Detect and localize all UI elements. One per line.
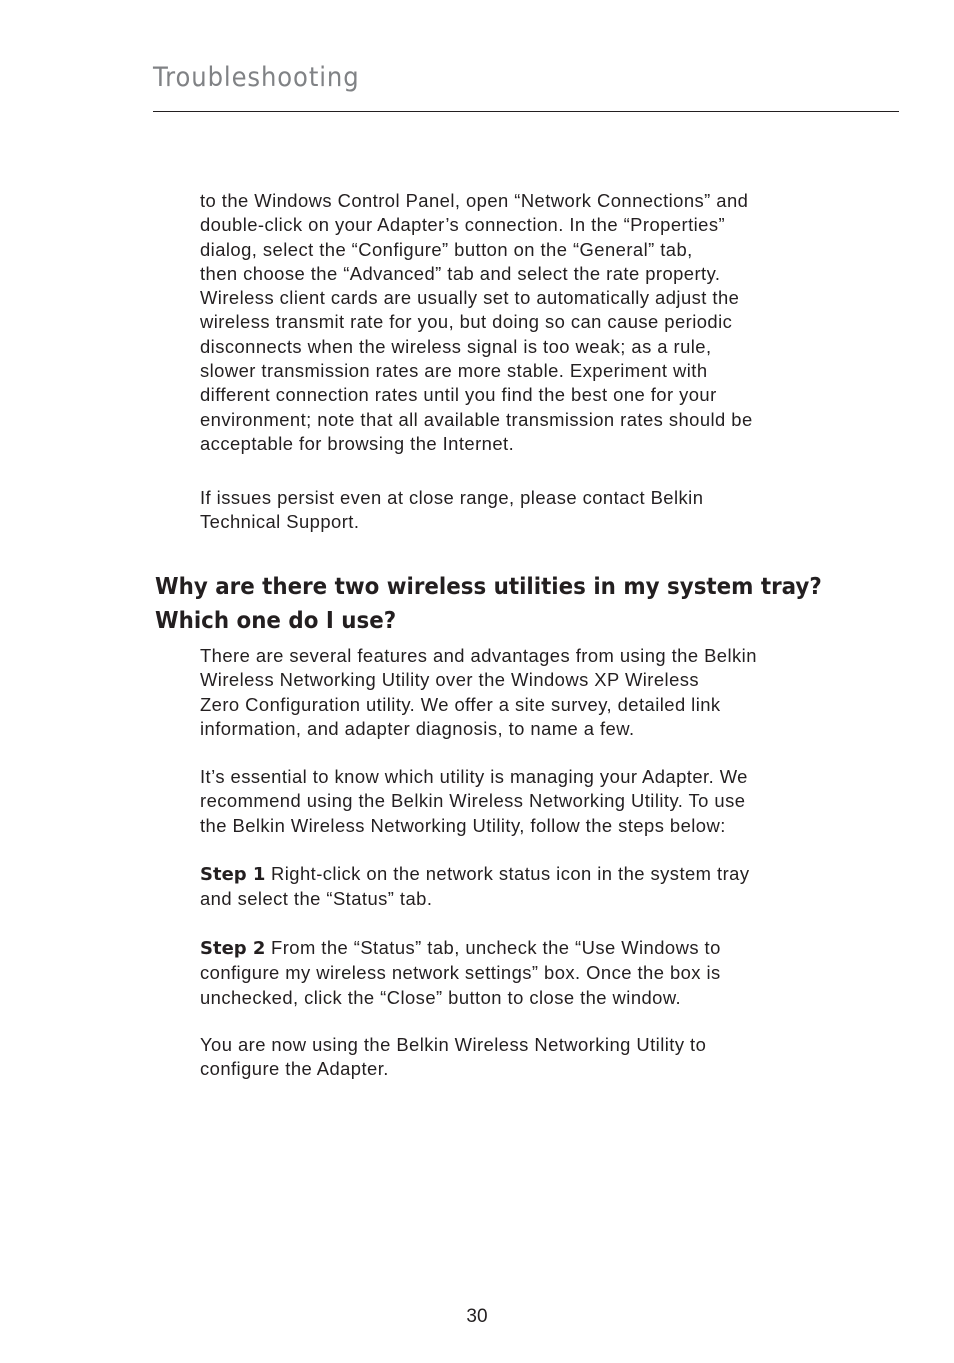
section-header: Troubleshooting	[153, 62, 360, 93]
paragraph-line: recommend using the Belkin Wireless Networking Utility. To use	[200, 790, 746, 812]
paragraph-line: to the Windows Control Panel, open “Network Connections” and	[200, 190, 749, 211]
paragraph-line	[200, 936, 860, 961]
faq-question-heading	[155, 570, 825, 638]
paragraph-line: and select the “Status” tab.	[200, 888, 433, 910]
paragraph-line: Technical Support.	[200, 511, 360, 533]
paragraph-line: the Belkin Wireless Networking Utility, follow the steps below:	[200, 814, 726, 836]
paragraph-line: Wireless Networking Utility over the Windows XP Wireless	[200, 669, 700, 691]
step-1-text: Right-click on the network status icon in the system tray	[271, 863, 750, 884]
step-1-paragraph	[200, 862, 860, 912]
utility-recommendation-paragraph	[200, 765, 860, 838]
paragraph-line: If issues persist even at close range, please contact Belkin	[200, 487, 704, 508]
paragraph-line: slower transmission rates are more stable. Experiment with	[200, 360, 708, 382]
header-divider	[153, 111, 899, 112]
paragraph-line: configure my wireless network settings” box. Once the box is	[200, 962, 721, 984]
contact-support-paragraph	[200, 486, 860, 535]
paragraph-line: You are now using the Belkin Wireless Networking Utility to	[200, 1034, 707, 1055]
step-1-label: Step 1	[200, 864, 266, 885]
paragraph-line: There are several features and advantages from using the Belkin	[200, 645, 757, 666]
page-number: 30	[466, 1306, 488, 1327]
features-paragraph	[200, 644, 860, 741]
step-2-text: From the “Status” tab, uncheck the “Use Windows to	[271, 937, 721, 958]
paragraph-line: It’s essential to know which utility is managing your Adapter. We	[200, 766, 748, 787]
paragraph-line: Zero Configuration utility. We offer a site survey, detailed link	[200, 693, 721, 715]
paragraph-line: information, and adapter diagnosis, to name a few.	[200, 717, 635, 739]
paragraph-line	[200, 862, 860, 887]
paragraph-line: then choose the “Advanced” tab and select the rate property.	[200, 262, 721, 284]
paragraph-line: configure the Adapter.	[200, 1058, 389, 1080]
paragraph-line: acceptable for browsing the Internet.	[200, 432, 515, 454]
paragraph-line: double-click on your Adapter’s connection. In the “Properties”	[200, 214, 726, 236]
step-2-paragraph	[200, 936, 860, 1010]
paragraph-line: different connection rates until you find the best one for your	[200, 384, 717, 406]
heading-line: Which one do I use?	[155, 608, 397, 634]
paragraph-line: wireless transmit rate for you, but doing so can cause periodic	[200, 311, 733, 333]
paragraph-line: dialog, select the “Configure” button on the “General” tab,	[200, 238, 693, 260]
paragraph-line: Wireless client cards are usually set to automatically adjust the	[200, 287, 740, 309]
conclusion-paragraph	[200, 1033, 860, 1082]
paragraph-line: unchecked, click the “Close” button to close the window.	[200, 986, 682, 1008]
paragraph-line: environment; note that all available transmission rates should be	[200, 408, 753, 430]
heading-line: Why are there two wireless utilities in my system tray?	[155, 574, 822, 600]
rate-settings-paragraph	[200, 189, 860, 456]
step-2-label: Step 2	[200, 938, 266, 959]
paragraph-line: disconnects when the wireless signal is too weak; as a rule,	[200, 335, 712, 357]
